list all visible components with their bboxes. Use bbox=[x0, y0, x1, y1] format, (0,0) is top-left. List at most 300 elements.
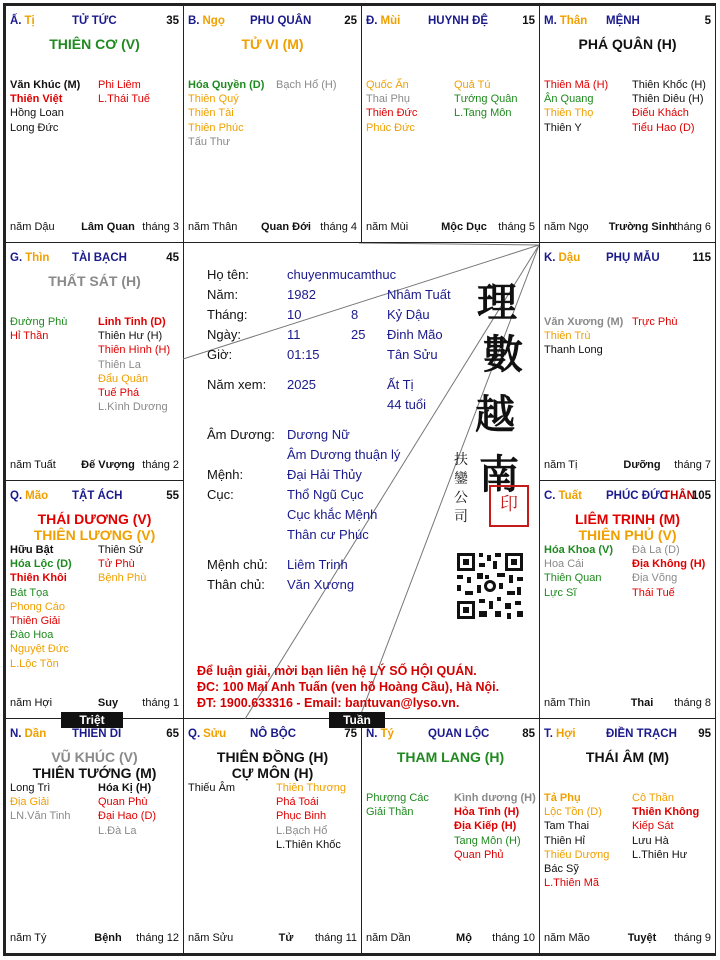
palace-footer bbox=[366, 221, 535, 234]
info-hour-label: Giờ: bbox=[207, 347, 233, 362]
palace-month: tháng 11 bbox=[314, 932, 357, 944]
calligraphy-char-2: 數 bbox=[483, 331, 523, 378]
palace-footer bbox=[10, 459, 179, 472]
info-name-label: Họ tên: bbox=[207, 267, 249, 282]
palace-year: năm Hợi bbox=[10, 697, 53, 709]
info-day-can: Đinh Mão bbox=[387, 327, 443, 342]
earthly-branch: Tị bbox=[24, 15, 35, 27]
earthly-branch: Thìn bbox=[25, 252, 50, 264]
palace-footer bbox=[10, 221, 179, 234]
info-month-can: Kỷ Dậu bbox=[387, 307, 430, 322]
earthly-branch: Hợi bbox=[555, 728, 576, 740]
minor-star: Hồng Loan bbox=[10, 107, 64, 120]
info-day-lunar: 25 bbox=[351, 327, 366, 342]
minor-stars-left bbox=[544, 543, 632, 600]
palace-header bbox=[544, 252, 711, 266]
palace-ngo[interactable] bbox=[183, 5, 362, 243]
palace-phase: Mộc Dục bbox=[441, 221, 487, 233]
palace-name: THIÊN DI bbox=[72, 728, 122, 740]
palace-code bbox=[366, 15, 400, 27]
seal-side-char: 公 bbox=[454, 490, 468, 506]
minor-star: Hóa Lộc (D) bbox=[10, 558, 72, 571]
minor-star: Bệnh Phù bbox=[98, 572, 147, 585]
main-stars bbox=[6, 511, 183, 543]
minor-star: L.Kình Dương bbox=[98, 401, 168, 414]
minor-star: Đà La (D) bbox=[632, 544, 680, 556]
earthly-branch: Tuất bbox=[558, 490, 582, 502]
minor-star: Quốc Ấn bbox=[366, 79, 409, 91]
palace-code bbox=[10, 252, 49, 264]
minor-star: L.Tang Môn bbox=[454, 107, 512, 120]
main-stars bbox=[6, 749, 183, 781]
minor-star: Linh Tinh (D) bbox=[98, 316, 166, 328]
minor-star: Long Trì bbox=[10, 782, 51, 794]
info-cuc-label: Cục: bbox=[207, 487, 234, 502]
palace-month: tháng 1 bbox=[142, 697, 179, 709]
palace-age: 85 bbox=[522, 728, 535, 740]
main-star: VŨ KHÚC (V) bbox=[51, 749, 138, 765]
info-view-age: 44 tuổi bbox=[387, 397, 427, 412]
minor-star: Đại Hao (D) bbox=[98, 810, 157, 823]
heavenly-stem: K. bbox=[544, 252, 556, 264]
minor-star: L.Lộc Tồn bbox=[10, 657, 59, 670]
palace-age: 5 bbox=[704, 15, 711, 27]
contact-phone-email[interactable]: ĐT: 1900.633316 - Email: bantuvan@lyso.vn. bbox=[197, 696, 460, 710]
palace-code bbox=[10, 15, 35, 27]
minor-star: Thiên Sứ bbox=[98, 544, 144, 556]
palace-tyy[interactable] bbox=[361, 718, 540, 954]
minor-star: Thiên Phúc bbox=[188, 121, 244, 134]
info-cuc-2: Cục khắc Mệnh bbox=[287, 507, 378, 522]
palace-code bbox=[544, 728, 576, 740]
palace-phase: Thai bbox=[630, 697, 654, 709]
info-year: 1982 bbox=[287, 287, 316, 302]
palace-header bbox=[10, 252, 179, 266]
minor-star: Giải Thần bbox=[366, 806, 414, 819]
minor-star: Đào Hoa bbox=[10, 629, 54, 642]
heavenly-stem: Q. bbox=[188, 728, 201, 740]
palace-dau[interactable] bbox=[539, 242, 716, 481]
palace-month: tháng 12 bbox=[136, 932, 179, 944]
palace-age: 75 bbox=[344, 728, 357, 740]
palace-phase: Bệnh bbox=[94, 932, 122, 944]
palace-phase: Đế Vượng bbox=[81, 459, 135, 471]
main-star: CỰ MÔN (H) bbox=[231, 765, 314, 781]
palace-age: 55 bbox=[166, 490, 179, 502]
minor-star: Thiên Trù bbox=[544, 330, 591, 343]
calligraphy-char-4: 南 bbox=[479, 451, 519, 498]
minor-star: Phong Cáo bbox=[10, 600, 66, 613]
palace-than[interactable] bbox=[539, 5, 716, 243]
earthly-branch: Thân bbox=[559, 15, 588, 27]
minor-star: Thiếu Âm bbox=[188, 782, 236, 794]
info-cuc-3: Thân cư Phúc bbox=[287, 527, 369, 542]
palace-code bbox=[544, 252, 580, 264]
minor-stars-right bbox=[454, 791, 538, 862]
main-star: PHÁ QUÂN (H) bbox=[578, 36, 677, 52]
heavenly-stem: M. bbox=[544, 15, 557, 27]
palace-month: tháng 4 bbox=[320, 221, 357, 233]
minor-star: Thiên Khôi bbox=[10, 572, 67, 585]
palace-year: năm Tị bbox=[544, 459, 578, 471]
palace-age: 25 bbox=[344, 15, 357, 27]
earthly-branch: Sửu bbox=[203, 728, 227, 740]
main-star: LIÊM TRINH (M) bbox=[575, 511, 680, 527]
palace-header bbox=[544, 490, 711, 504]
minor-stars-right bbox=[632, 791, 716, 862]
palace-code bbox=[10, 728, 46, 740]
minor-stars-left bbox=[544, 78, 632, 135]
minor-star: Hữu Bật bbox=[10, 544, 54, 556]
minor-star: Thanh Long bbox=[544, 344, 603, 357]
info-name: chuyenmucamthuc bbox=[287, 267, 397, 282]
main-star: THẤT SÁT (H) bbox=[48, 273, 141, 289]
palace-tuat[interactable] bbox=[539, 480, 716, 719]
palace-phase: Dưỡng bbox=[623, 459, 661, 471]
minor-star: Thái Tuế bbox=[632, 586, 675, 599]
main-stars bbox=[184, 36, 361, 52]
palace-footer bbox=[544, 932, 711, 945]
heavenly-stem: N. bbox=[366, 728, 378, 740]
heavenly-stem: C. bbox=[544, 490, 556, 502]
minor-star: Đẩu Quân bbox=[98, 372, 149, 385]
palace-header bbox=[10, 15, 179, 29]
main-star: THIÊN CƠ (V) bbox=[49, 36, 140, 52]
minor-stars-right bbox=[98, 315, 182, 414]
palace-footer bbox=[188, 221, 357, 234]
main-stars bbox=[362, 749, 539, 765]
minor-stars-left bbox=[10, 543, 98, 671]
palace-year: năm Dần bbox=[366, 932, 411, 944]
palace-name: TẬT ÁCH bbox=[72, 490, 123, 502]
info-cuc-1: Thổ Ngũ Cục bbox=[287, 487, 364, 502]
palace-year: năm Ngọ bbox=[544, 221, 589, 233]
minor-star: Thiên Đức bbox=[366, 107, 418, 120]
minor-star: Thiên Việt bbox=[10, 93, 63, 106]
minor-stars-left bbox=[10, 315, 98, 343]
palace-age: 15 bbox=[522, 15, 535, 27]
minor-star: Hoa Cái bbox=[544, 558, 584, 571]
palace-header bbox=[10, 728, 179, 742]
minor-star: L.Bạch Hổ bbox=[276, 824, 328, 837]
palace-year: năm Thân bbox=[188, 221, 238, 233]
palace-phase: Lâm Quan bbox=[81, 221, 135, 233]
minor-star: Thiên Khốc (H) bbox=[632, 79, 706, 91]
palace-code bbox=[544, 15, 587, 27]
minor-stars-left bbox=[188, 781, 276, 795]
minor-stars-right bbox=[98, 78, 182, 106]
minor-stars-right bbox=[454, 78, 538, 121]
palace-code bbox=[188, 728, 226, 740]
earthly-branch: Dậu bbox=[558, 252, 581, 264]
heavenly-stem: Ấ. bbox=[10, 15, 22, 27]
minor-star: Thiên Không bbox=[632, 806, 700, 819]
minor-star: Tam Thai bbox=[544, 820, 590, 833]
minor-star: Phi Liêm bbox=[98, 79, 141, 91]
palace-footer bbox=[544, 697, 711, 710]
palace-phase: Quan Đới bbox=[261, 221, 311, 233]
palace-ty[interactable] bbox=[5, 5, 184, 243]
minor-star: Tử Phù bbox=[98, 558, 135, 571]
minor-star: Phá Toái bbox=[276, 796, 319, 809]
palace-age: 65 bbox=[166, 728, 179, 740]
minor-star: Tiểu Hao (D) bbox=[632, 121, 695, 134]
main-star: THIÊN ĐỒNG (H) bbox=[216, 749, 329, 765]
minor-star: Quan Phủ bbox=[454, 848, 504, 861]
seal-side-char: 鑾 bbox=[454, 471, 468, 487]
palace-footer bbox=[366, 932, 535, 945]
palace-hoi[interactable] bbox=[539, 718, 716, 954]
info-amduong-1: Dương Nữ bbox=[287, 427, 350, 442]
palace-age: 45 bbox=[166, 252, 179, 264]
info-hour: 01:15 bbox=[287, 347, 320, 362]
minor-star: Tang Môn (H) bbox=[454, 834, 521, 847]
palace-month: tháng 10 bbox=[492, 932, 535, 944]
heavenly-stem: N. bbox=[10, 728, 22, 740]
heavenly-stem: B. bbox=[188, 15, 200, 27]
minor-star: Địa Võng bbox=[632, 572, 678, 585]
palace-year: năm Sửu bbox=[188, 932, 234, 944]
minor-star: Long Đức bbox=[10, 121, 59, 134]
minor-star: Hóa Khoa (V) bbox=[544, 544, 614, 556]
palace-year: năm Thìn bbox=[544, 697, 591, 709]
minor-star: Phục Binh bbox=[276, 810, 327, 823]
palace-month: tháng 8 bbox=[674, 697, 711, 709]
than-marker: THÂN bbox=[663, 490, 695, 502]
palace-mui[interactable] bbox=[361, 5, 540, 243]
info-day: 11 bbox=[287, 327, 301, 342]
earthly-branch: Ngọ bbox=[202, 15, 225, 27]
calligraphy-char-3: 越 bbox=[475, 391, 515, 438]
palace-name: HUYNH ĐỆ bbox=[428, 15, 489, 27]
heavenly-stem: G. bbox=[10, 252, 23, 264]
minor-stars-right bbox=[98, 543, 182, 586]
minor-star: Đường Phù bbox=[10, 316, 68, 328]
heavenly-stem: Q. bbox=[10, 490, 23, 502]
palace-footer bbox=[544, 221, 711, 234]
palace-header bbox=[366, 15, 535, 29]
palace-code bbox=[366, 728, 394, 740]
palace-suu[interactable] bbox=[183, 718, 362, 954]
main-stars bbox=[6, 36, 183, 52]
palace-month: tháng 2 bbox=[142, 459, 179, 471]
palace-month: tháng 3 bbox=[142, 221, 179, 233]
palace-footer bbox=[188, 932, 357, 945]
minor-star: L.Thái Tuế bbox=[98, 93, 150, 106]
palace-phase: Suy bbox=[97, 697, 119, 709]
minor-star: Hỉ Thần bbox=[10, 330, 49, 343]
palace-thin[interactable] bbox=[5, 242, 184, 481]
minor-star: Quan Phù bbox=[98, 796, 148, 809]
info-menh-label: Mệnh: bbox=[207, 467, 244, 482]
info-menh: Đại Hải Thủy bbox=[287, 467, 362, 482]
contact-address: ĐC: 100 Mai Anh Tuấn (ven hồ Hoàng Cầu), Hà Nội. bbox=[197, 680, 500, 694]
earthly-branch: Dần bbox=[24, 728, 47, 740]
minor-star: L.Thiên Mã bbox=[544, 877, 600, 890]
palace-name: PHỤ MẪU bbox=[606, 252, 660, 264]
palace-dan[interactable] bbox=[5, 718, 184, 954]
minor-star: Bác Sỹ bbox=[544, 863, 579, 876]
minor-star: Kiếp Sát bbox=[632, 820, 674, 833]
palace-phase: Tuyệt bbox=[627, 932, 657, 944]
minor-star: Tuế Phá bbox=[98, 387, 140, 400]
palace-name: QUAN LỘC bbox=[428, 728, 490, 740]
palace-month: tháng 5 bbox=[498, 221, 535, 233]
palace-year: năm Mùi bbox=[366, 221, 409, 233]
minor-star: Lộc Tồn (D) bbox=[544, 806, 602, 819]
heavenly-stem: Đ. bbox=[366, 15, 378, 27]
minor-star: Văn Xương (M) bbox=[544, 316, 624, 328]
minor-star: Tả Phụ bbox=[544, 792, 581, 804]
contact-line-1: Để luận giải, mời bạn liên hệ LÝ SỐ HỘI QUÁN. bbox=[197, 664, 477, 678]
minor-star: Thiên Giải bbox=[10, 615, 61, 628]
palace-age: 95 bbox=[698, 728, 711, 740]
minor-stars-right bbox=[632, 543, 716, 600]
minor-star: Thiên Quý bbox=[188, 93, 239, 106]
palace-name: ĐIỀN TRẠCH bbox=[606, 728, 677, 740]
red-seal-stamp: 印 bbox=[489, 485, 529, 527]
info-amduong-label: Âm Dương: bbox=[207, 427, 275, 442]
info-thanchu-label: Thân chủ: bbox=[207, 577, 265, 592]
palace-name: TÀI BẠCH bbox=[72, 252, 127, 264]
info-menhchu: Liêm Trinh bbox=[287, 557, 348, 572]
minor-stars-left bbox=[188, 78, 276, 149]
seal-side-char: 司 bbox=[454, 509, 468, 525]
minor-star: Cô Thần bbox=[632, 792, 674, 804]
palace-name: PHU QUÂN bbox=[250, 15, 312, 27]
earthly-branch: Tý bbox=[380, 728, 394, 740]
palace-code bbox=[10, 490, 48, 502]
minor-star: Địa Không (H) bbox=[632, 558, 706, 571]
palace-phase: Trường Sinh bbox=[608, 221, 676, 233]
palace-year: năm Tuất bbox=[10, 459, 56, 471]
minor-stars-right bbox=[276, 78, 360, 92]
palace-header bbox=[188, 15, 357, 29]
palace-name: NÔ BỘC bbox=[250, 728, 296, 740]
main-stars bbox=[540, 36, 715, 52]
palace-name: MỆNH bbox=[606, 15, 640, 27]
minor-star: Văn Khúc (M) bbox=[10, 79, 81, 91]
palace-month: tháng 7 bbox=[674, 459, 711, 471]
palace-month: tháng 6 bbox=[674, 221, 711, 233]
minor-star: Thiên Thọ bbox=[544, 107, 594, 120]
info-year-label: Năm: bbox=[207, 287, 239, 302]
palace-header bbox=[544, 15, 711, 29]
palace-year: năm Tý bbox=[10, 932, 47, 944]
minor-star: Điếu Khách bbox=[632, 107, 689, 120]
info-amduong-2: Âm Dương thuận lý bbox=[287, 447, 401, 462]
minor-star: Thai Phụ bbox=[366, 93, 411, 106]
minor-star: Địa Giải bbox=[10, 796, 50, 809]
info-day-label: Ngày: bbox=[207, 327, 241, 342]
minor-star: Hóa Quyền (D) bbox=[188, 79, 265, 91]
earthly-branch: Mùi bbox=[380, 15, 401, 27]
palace-month: tháng 9 bbox=[674, 932, 711, 944]
info-month-label: Tháng: bbox=[207, 307, 248, 322]
minor-stars-left bbox=[366, 791, 454, 819]
main-star: THIÊN LƯƠNG (V) bbox=[33, 527, 156, 543]
earthly-branch: Mão bbox=[25, 490, 49, 502]
minor-star: Quả Tú bbox=[454, 79, 491, 91]
minor-stars-right bbox=[632, 315, 716, 329]
minor-stars-right bbox=[98, 781, 182, 838]
info-view-year: 2025 bbox=[287, 377, 316, 392]
minor-star: Tướng Quân bbox=[454, 93, 518, 106]
palace-mao[interactable] bbox=[5, 480, 184, 719]
minor-star: Ân Quang bbox=[544, 93, 594, 106]
palace-name: TỬ TỨC bbox=[72, 15, 117, 27]
minor-stars-left bbox=[544, 315, 632, 358]
minor-star: Bát Tọa bbox=[10, 586, 49, 599]
minor-star: Thiên Y bbox=[544, 121, 582, 134]
minor-star: Thiên Hình (H) bbox=[98, 344, 171, 357]
minor-stars-left bbox=[366, 78, 454, 135]
seal-side-text bbox=[454, 451, 472, 527]
palace-code bbox=[188, 15, 225, 27]
palace-name: PHÚC ĐỨC bbox=[606, 490, 668, 502]
minor-star: Thiên La bbox=[98, 358, 141, 371]
palace-header bbox=[366, 728, 535, 742]
main-star: TỬ VI (M) bbox=[241, 36, 304, 52]
palace-phase: Mộ bbox=[456, 932, 472, 944]
minor-star: Phượng Các bbox=[366, 792, 429, 804]
minor-stars-left bbox=[10, 781, 98, 824]
calligraphy-char-1: 理 bbox=[477, 279, 517, 326]
palace-age: 115 bbox=[692, 252, 711, 264]
minor-stars-left bbox=[10, 78, 98, 135]
minor-star: Tấu Thư bbox=[188, 135, 231, 148]
minor-star: Trực Phù bbox=[632, 316, 678, 328]
minor-star: L.Đà La bbox=[98, 824, 137, 837]
center-info-panel bbox=[183, 243, 539, 719]
info-hour-can: Tân Sửu bbox=[387, 347, 438, 362]
minor-star: Thiên Quan bbox=[544, 572, 602, 585]
minor-stars-left bbox=[544, 791, 632, 890]
minor-star: Thiên Mã (H) bbox=[544, 79, 609, 91]
minor-star: Hỏa Tinh (H) bbox=[454, 806, 520, 819]
minor-star: Kình dương (H) bbox=[454, 792, 536, 804]
main-stars bbox=[184, 749, 361, 781]
minor-star: L.Thiên Khốc bbox=[276, 838, 341, 851]
heavenly-stem: T. bbox=[544, 728, 553, 740]
minor-star: Thiên Diêu (H) bbox=[632, 93, 704, 106]
minor-star: LN.Văn Tinh bbox=[10, 810, 71, 823]
info-month: 10 bbox=[287, 307, 302, 322]
main-star: THIÊN TƯỚNG (M) bbox=[32, 765, 157, 781]
main-star: THIÊN PHỦ (V) bbox=[578, 527, 677, 543]
palace-header bbox=[544, 728, 711, 742]
seal-side-char: 扶 bbox=[454, 452, 468, 468]
minor-star: Lưu Hà bbox=[632, 834, 669, 847]
info-year-can: Nhâm Tuất bbox=[387, 287, 451, 302]
palace-header bbox=[188, 728, 357, 742]
minor-stars-right bbox=[632, 78, 716, 135]
palace-code bbox=[544, 490, 582, 502]
minor-stars-right bbox=[276, 781, 360, 852]
palace-footer bbox=[10, 697, 179, 710]
triet-marker: Triệt bbox=[61, 712, 123, 728]
main-star: THÁI DƯƠNG (V) bbox=[37, 511, 152, 527]
minor-star: Thiên Hư (H) bbox=[98, 330, 163, 343]
qr-code-icon[interactable] bbox=[455, 551, 525, 621]
minor-star: L.Thiên Hư bbox=[632, 848, 688, 861]
main-star: THAM LANG (H) bbox=[396, 749, 505, 765]
palace-footer bbox=[544, 459, 711, 472]
minor-star: Thiên Thương bbox=[276, 782, 347, 794]
tuan-marker: Tuần bbox=[329, 712, 385, 728]
info-view-can: Ất Tị bbox=[387, 377, 414, 392]
palace-age: 35 bbox=[166, 15, 179, 27]
